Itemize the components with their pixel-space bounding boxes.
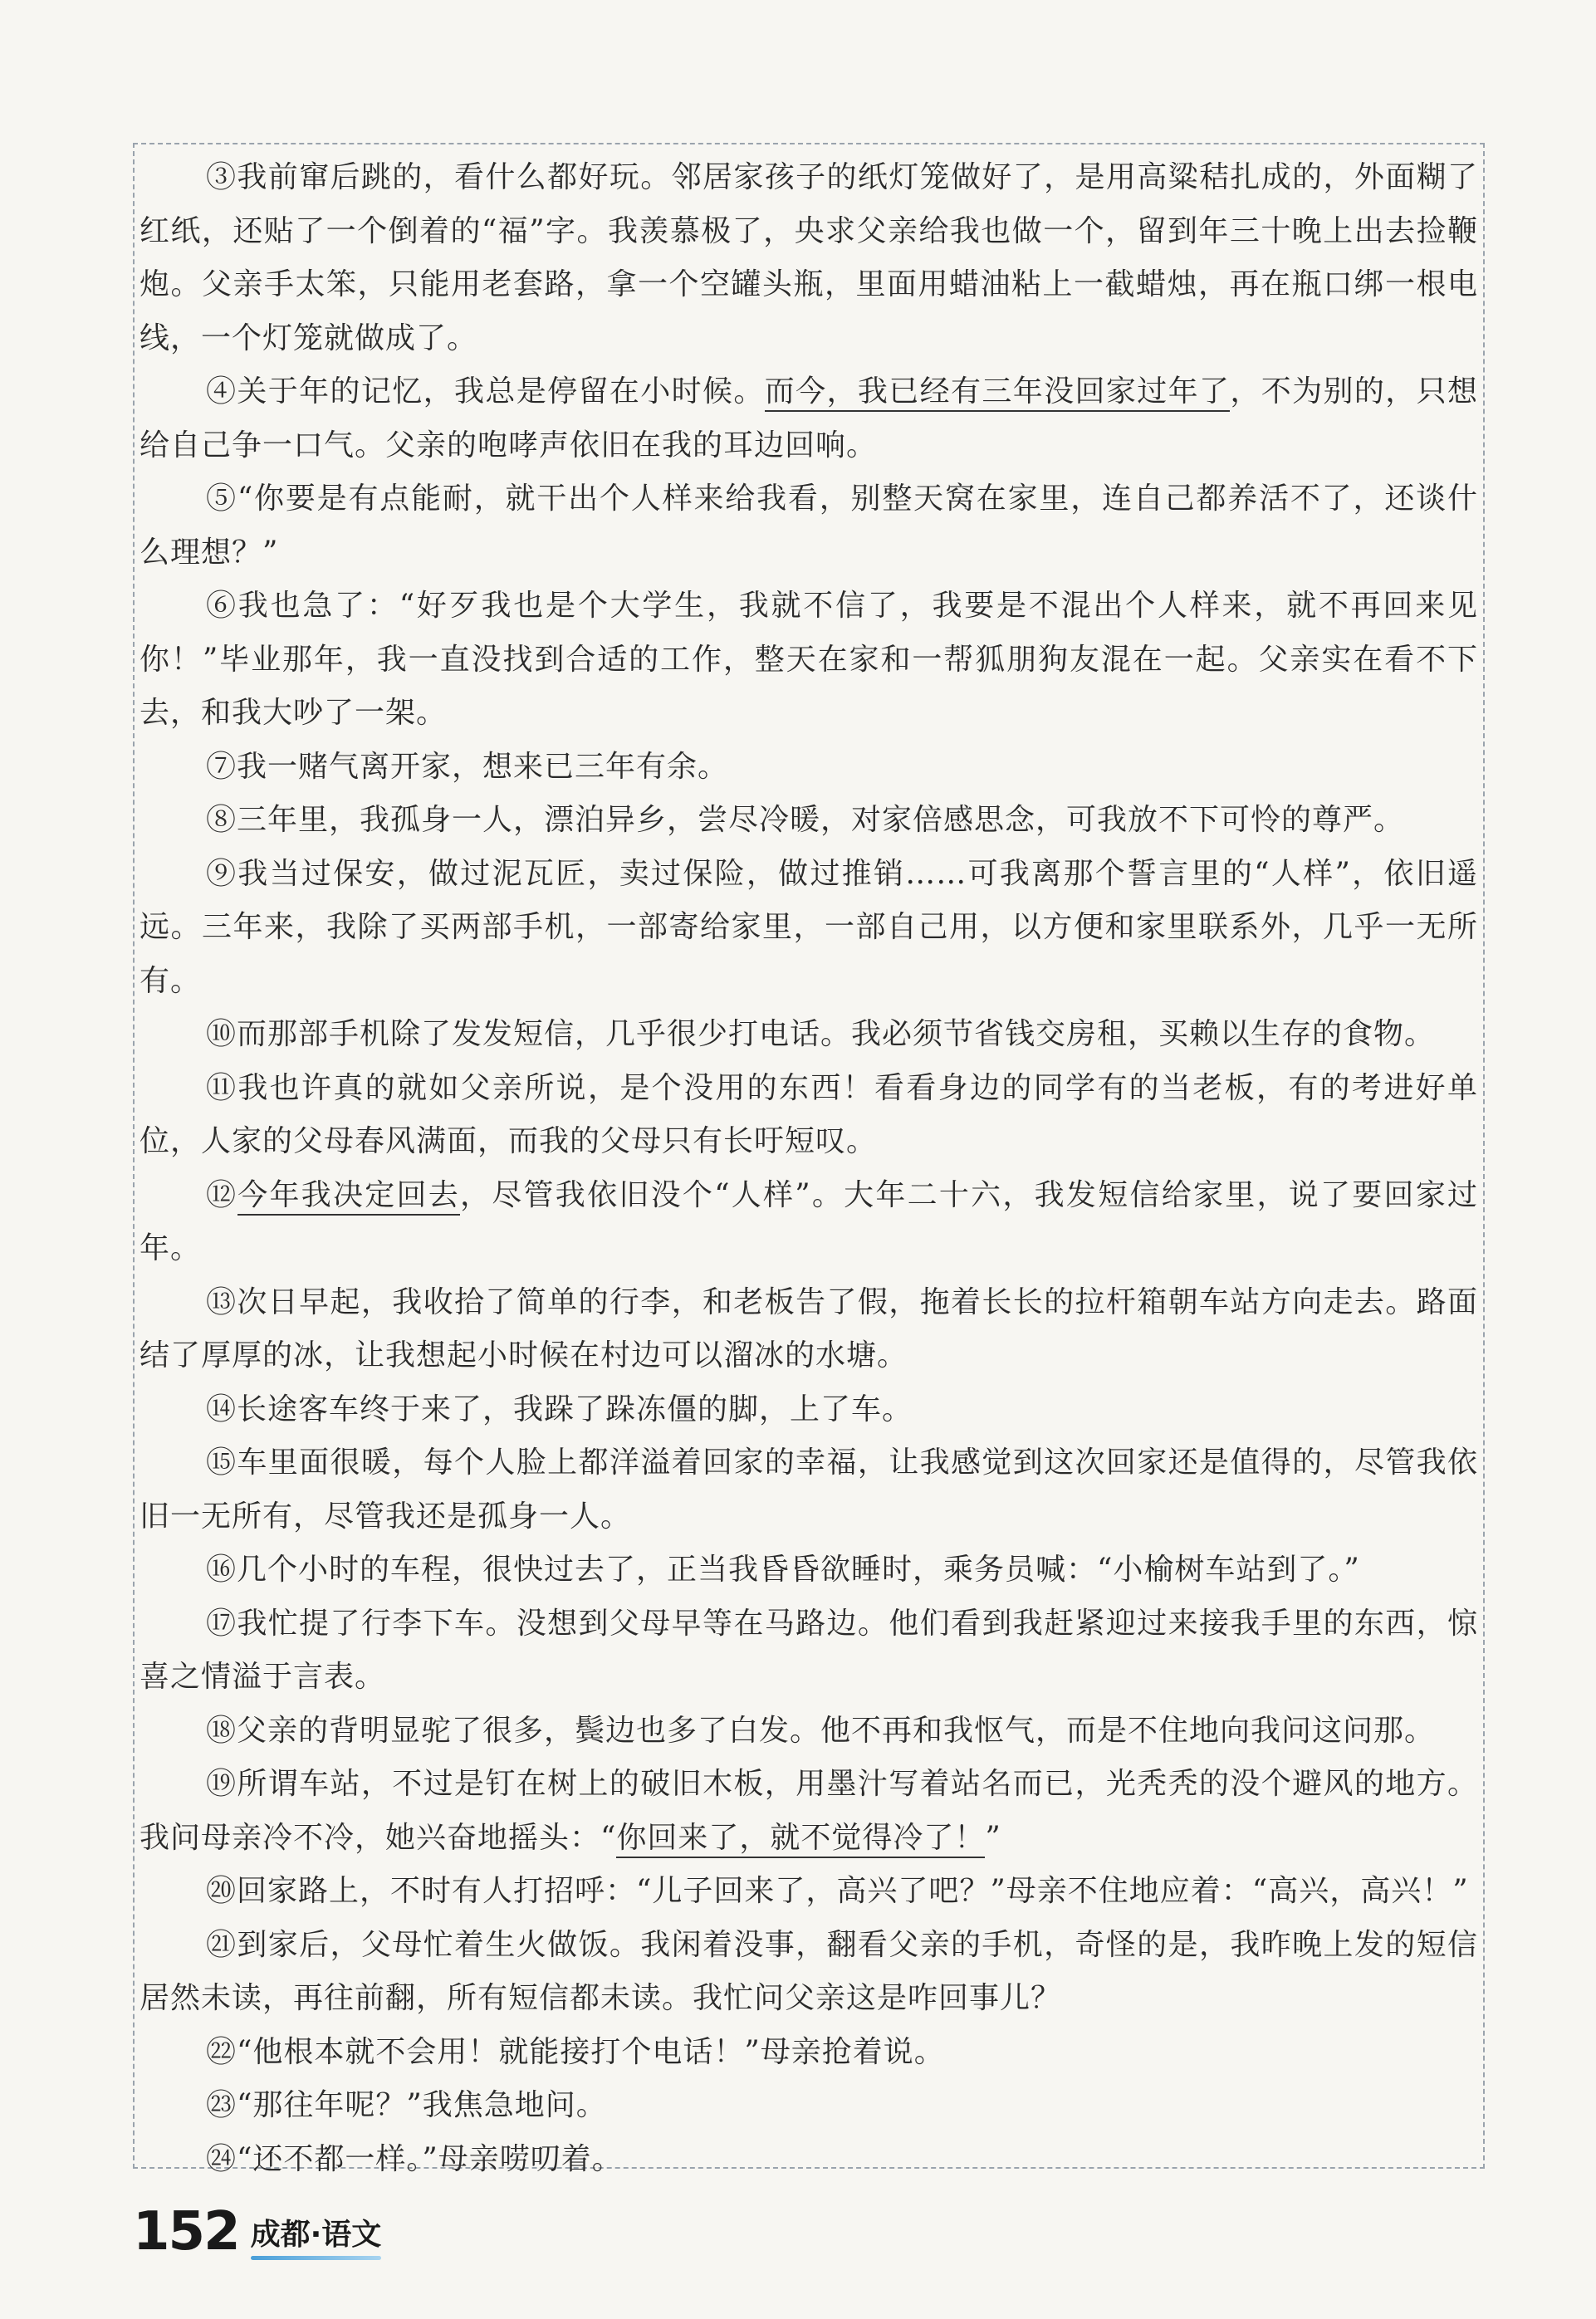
paragraph-text: ⑧三年里，我孤身一人，漂泊异乡，尝尽冷暖，对家倍感思念，可我放不下可怜的尊严。 (206, 803, 1405, 837)
paragraph-text: ㉑到家后，父母忙着生火做饭。我闲着没事，翻看父亲的手机，奇怪的是，我昨晚上发的短信居然未读，再往前翻，所有短信都未读。我忙问父亲这是咋回事儿？ (140, 1927, 1478, 2015)
paragraph-text: ⑩而那部手机除了发发短信，几乎很少打电话。我必须节省钱交房租，买赖以生存的食物。 (206, 1017, 1436, 1051)
book-title: 成都·语文 (251, 2211, 382, 2253)
paragraph-text: ⑬次日早起，我收拾了简单的行李，和老板告了假，拖着长长的拉杆箱朝车站方向走去。路面结了厚厚的冰，让我想起小时候在村边可以溜冰的水塘。 (140, 1284, 1478, 1372)
paragraph (140, 741, 1478, 795)
paragraph (140, 2133, 1478, 2187)
paragraph-text: ㉔“还不都一样。”母亲唠叨着。 (206, 2141, 623, 2176)
paragraph-text: ⑥我也急了：“好歹我也是个大学生，我就不信了，我要是不混出个人样来，就不再回来见你！”毕业那年，我一直没找到合适的工作，整天在家和一帮狐朋狗友混在一起。父亲实在看不下去，和我大吵了一架。 (140, 589, 1478, 730)
paragraph-text: ⑦我一赌气离开家，想来已三年有余。 (206, 749, 729, 784)
page-footer (133, 2192, 382, 2263)
paragraph-text: ④关于年的记忆，我总是停留在小时候。 (206, 374, 765, 409)
paragraph (140, 1705, 1478, 1759)
article-body (140, 151, 1478, 2186)
paragraph-text: ③我前窜后跳的，看什么都好玩。邻居家孩子的纸灯笼做好了，是用高粱秸扎成的，外面糊了红纸，还贴了一个倒着的“福”字。我羡慕极了，央求父亲给我也做一个，留到年三十晚上出去捡鞭炮。父亲手太笨，只能用老套路，拿一个空罐头瓶，里面用蜡油粘上一截蜡烛，再在瓶口绑一根电线，一个灯笼就做成了。 (140, 160, 1478, 355)
underlined-text: 你回来了，就不觉得冷了！ (616, 1821, 985, 1858)
paragraph-text: ，不为别的，只想给自己争一口气。父亲的咆哮声依旧在我的耳边回响。 (140, 374, 1478, 462)
paragraph (140, 848, 1478, 1009)
paragraph (140, 1276, 1478, 1383)
paragraph-text: ⑭长途客车终于来了，我跺了跺冻僵的脚，上了车。 (206, 1392, 913, 1426)
underlined-text: 而今，我已经有三年没回家过年了 (765, 374, 1231, 412)
paragraph (140, 580, 1478, 741)
paragraph-text: ⑱父亲的背明显驼了很多，鬓边也多了白发。他不再和我怄气，而是不住地向我问这问那。 (206, 1713, 1436, 1748)
paragraph-text: ” (985, 1820, 1001, 1855)
paragraph (140, 1758, 1478, 1865)
paragraph (140, 1008, 1478, 1062)
paragraph-text: ，尽管我依旧没个“人样”。大年二十六，我发短信给家里，说了要回家过年。 (140, 1177, 1478, 1265)
paragraph (140, 2026, 1478, 2080)
paragraph-text: ㉓“那往年呢？”我焦急地问。 (206, 2088, 607, 2122)
paragraph (140, 1865, 1478, 1919)
paragraph (140, 151, 1478, 365)
paragraph-text: ⑫ (206, 1177, 238, 1212)
paragraph-text: ⑰我忙提了行李下车。没想到父母早等在马路边。他们看到我赶紧迎过来接我手里的东西，惊喜之情溢于言表。 (140, 1606, 1478, 1694)
paragraph-text: ㉒“他根本就不会用！就能接打个电话！”母亲抢着说。 (206, 2034, 945, 2069)
paragraph (140, 1919, 1478, 2026)
article-frame (133, 143, 1485, 2176)
paragraph (140, 1383, 1478, 1437)
paragraph-text: ⑤“你要是有点能耐，就干出个人样来给我看，别整天窝在家里，连自己都养活不了，还谈什么理想？” (140, 482, 1478, 570)
paragraph (140, 1436, 1478, 1544)
paragraph (140, 1062, 1478, 1169)
paragraph (140, 794, 1478, 848)
paragraph (140, 365, 1478, 472)
paragraph (140, 1169, 1478, 1276)
paragraph (140, 1597, 1478, 1705)
paragraph (140, 2079, 1478, 2133)
paragraph-text: ⑯几个小时的车程，很快过去了，正当我昏昏欲睡时，乘务员喊：“小榆树车站到了。” (206, 1553, 1360, 1587)
underlined-text: 今年我决定回去 (237, 1178, 460, 1216)
paragraph-text: ⑮车里面很暖，每个人脸上都洋溢着回家的幸福，让我感觉到这次回家还是值得的，尽管我依旧一无所有，尽管我还是孤身一人。 (140, 1446, 1478, 1534)
paragraph-text: ⑳回家路上，不时有人打招呼：“儿子回来了，高兴了吧？”母亲不住地应着：“高兴，高兴！” (206, 1874, 1469, 1908)
paragraph-text: ⑪我也许真的就如父亲所说，是个没用的东西！看看身边的同学有的当老板，有的考进好单位，人家的父母春风满面，而我的父母只有长吁短叹。 (140, 1070, 1478, 1158)
paragraph-text: ⑨我当过保安，做过泥瓦匠，卖过保险，做过推销……可我离那个誓言里的“人样”，依旧遥远。三年来，我除了买两部手机，一部寄给家里，一部自己用，以方便和家里联系外，几乎一无所有。 (140, 856, 1478, 998)
paragraph-text: ⑲所谓车站，不过是钉在树上的破旧木板，用墨汁写着站名而已，光秃秃的没个避风的地方。我问母亲冷不冷，她兴奋地摇头：“ (140, 1767, 1478, 1855)
paragraph (140, 472, 1478, 580)
paragraph (140, 1544, 1478, 1597)
page-number: 152 (133, 2201, 239, 2263)
